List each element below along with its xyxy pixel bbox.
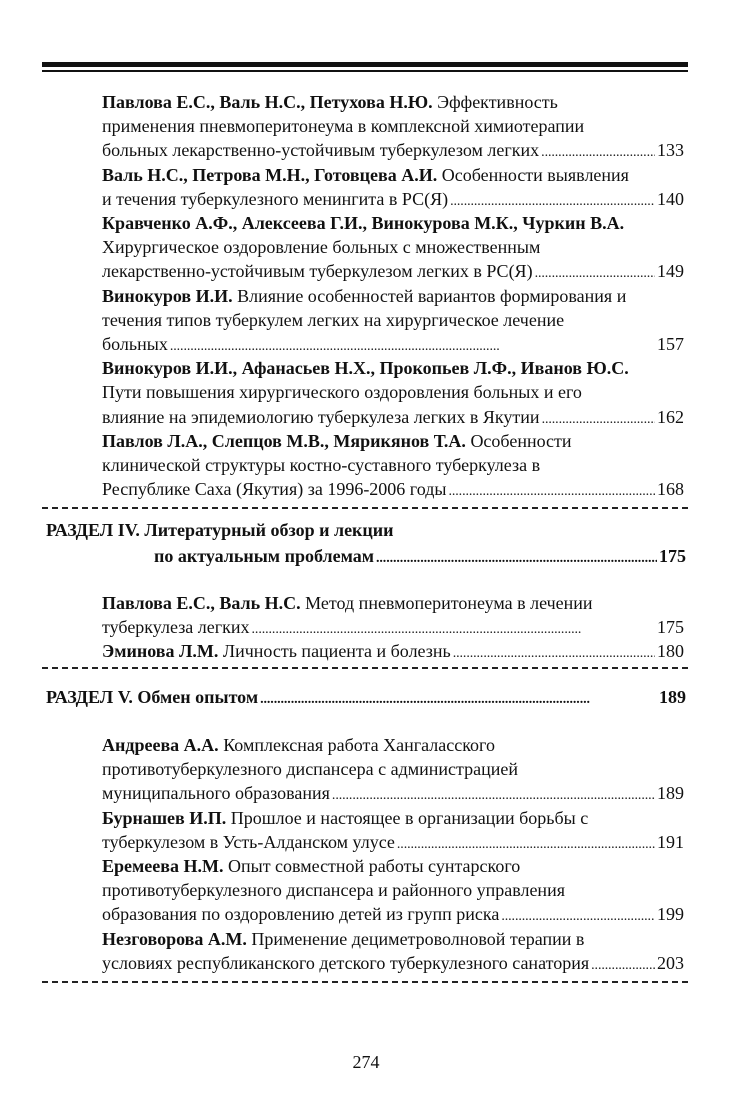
entry-title-line: Личность пациента и болезнь	[222, 641, 451, 662]
dot-leader	[591, 951, 655, 978]
entry-authors: Павлов Л.А., Слепцов М.В., Мярикянов Т.А.	[102, 430, 466, 451]
entry-authors: Павлова Е.С., Валь Н.С.	[102, 593, 301, 613]
entry-page-number: 175	[657, 617, 684, 638]
entry-page-number: 180	[657, 641, 684, 662]
entry-authors: Еремеева Н.М.	[102, 856, 224, 876]
section-title: РАЗДЕЛ V. Обмен опытом	[46, 687, 259, 707]
section-heading	[46, 684, 686, 713]
toc-entry	[102, 90, 684, 166]
toc-entry	[102, 211, 684, 287]
entry-title-line: Комплексная работа Хангаласского	[223, 735, 495, 755]
entry-title-line: применения пневмоперитонеума в комплексной химиотерапии	[102, 116, 585, 137]
entry-title-line: Опыт совместной работы сунтарского	[227, 856, 521, 876]
toc-entry	[102, 806, 684, 857]
dot-leader	[450, 187, 655, 214]
dashed-divider	[42, 507, 688, 509]
section-title: РАЗДЕЛ IV. Литературный обзор и лекции	[46, 520, 394, 540]
top-rule-thick	[42, 62, 688, 67]
entry-authors: Винокуров И.И., Афанасьев Н.Х., Прокопьев Л.Ф., Иванов Ю.С.	[102, 358, 629, 379]
entry-title-line: образования по оздоровлению детей из групп риска	[102, 904, 500, 925]
top-rule-thin	[42, 70, 688, 72]
toc-entry	[102, 429, 684, 505]
entry-title-line: и течения туберкулезного менингита в РС(Я)	[102, 188, 449, 209]
toc-entry	[102, 591, 684, 642]
dot-leader	[252, 615, 655, 642]
entry-page-number: 199	[657, 904, 684, 925]
entry-authors: Валь Н.С., Петрова М.Н., Готовцева А.И.	[102, 164, 438, 185]
entry-authors: Незговорова А.М.	[102, 928, 247, 949]
toc-entry	[102, 356, 684, 432]
entry-page-number: 189	[657, 783, 684, 804]
entry-page-number: 203	[657, 952, 684, 973]
entry-title-line: противотуберкулезного диспансера и районного управления	[102, 880, 565, 901]
dashed-divider	[42, 667, 688, 669]
dot-leader	[397, 830, 655, 857]
entry-title-line: Хирургическое оздоровление больных с множественным	[102, 237, 541, 258]
entry-title-line: течения типов туберкулем легких на хирургическое лечение	[102, 309, 565, 330]
entry-title-line: муниципального образования	[102, 783, 330, 804]
entry-title-line: лекарственно-устойчивым туберкулезом легких в РС(Я)	[102, 261, 533, 282]
entry-page-number: 140	[657, 188, 684, 209]
entry-title-line: Особенности выявления	[441, 164, 629, 185]
entry-authors: Павлова Е.С., Валь Н.С., Петухова Н.Ю.	[102, 92, 433, 112]
section-title-cont: по актуальным проблемам	[154, 546, 374, 566]
entry-authors: Винокуров И.И.	[102, 285, 233, 306]
entry-title-line: больных	[102, 334, 168, 354]
entry-title-line: условиях республиканского детского туберкулезного санатория	[102, 952, 590, 973]
entry-authors: Эминова Л.М.	[102, 641, 219, 662]
entry-page-number: 162	[657, 406, 684, 427]
entry-title-line: противотуберкулезного диспансера с администрацией	[102, 759, 519, 780]
entry-page-number: 157	[657, 334, 684, 354]
dot-leader	[170, 332, 655, 359]
entry-authors: Андреева А.А.	[102, 735, 219, 755]
entry-page-number: 168	[657, 479, 684, 500]
entry-page-number: 191	[657, 831, 684, 852]
dot-leader	[501, 902, 655, 929]
dashed-divider	[42, 981, 688, 983]
toc-entry	[102, 927, 684, 978]
entry-title-line: Особенности	[470, 430, 572, 451]
dot-leader	[376, 543, 657, 572]
dot-leader	[453, 639, 655, 666]
entry-title-line: Прошлое и настоящее в организации борьбы с	[230, 807, 589, 828]
toc-entry	[102, 284, 684, 360]
toc-entry	[102, 639, 684, 666]
entry-title-line: влияние на эпидемиологию туберкулеза легких в Якутии	[102, 406, 540, 427]
dot-leader	[448, 477, 655, 504]
dot-leader	[332, 781, 655, 808]
entry-title-line: туберкулезом в Усть-Алданском улусе	[102, 831, 395, 852]
dot-leader	[541, 138, 655, 165]
section-page-number: 189	[659, 687, 686, 707]
toc-entry	[102, 733, 684, 809]
section-page-number: 175	[659, 546, 686, 566]
toc-entry	[102, 163, 684, 214]
entry-authors: Кравченко А.Ф., Алексеева Г.И., Винокурова М.К., Чуркин В.А.	[102, 213, 625, 233]
entry-title-line: Республике Саха (Якутия) за 1996-2006 годы	[102, 479, 447, 500]
section-heading	[46, 517, 686, 572]
entry-title-line: туберкулеза легких	[102, 617, 250, 638]
entry-page-number: 149	[657, 261, 684, 282]
entry-title-line: Применение дециметроволновой терапии в	[251, 928, 585, 949]
dot-leader	[535, 259, 655, 286]
entry-authors: Бурнашев И.П.	[102, 807, 227, 828]
page-number: 274	[352, 1052, 380, 1072]
dot-leader	[260, 684, 657, 713]
toc-entry	[102, 854, 684, 930]
entry-title-line: Пути повышения хирургического оздоровления больных и его	[102, 382, 582, 403]
entry-title-line: Влияние особенностей вариантов формирования и	[237, 285, 627, 306]
entry-title-line: клинической структуры костно-суставного туберкулеза в	[102, 455, 541, 475]
entry-title-line: Эффективность	[437, 92, 558, 112]
entry-page-number: 133	[657, 140, 684, 161]
entry-title-line: Метод пневмоперитонеума в лечении	[305, 593, 593, 613]
dot-leader	[542, 405, 655, 432]
entry-title-line: больных лекарственно-устойчивым туберкулезом легких	[102, 140, 540, 161]
